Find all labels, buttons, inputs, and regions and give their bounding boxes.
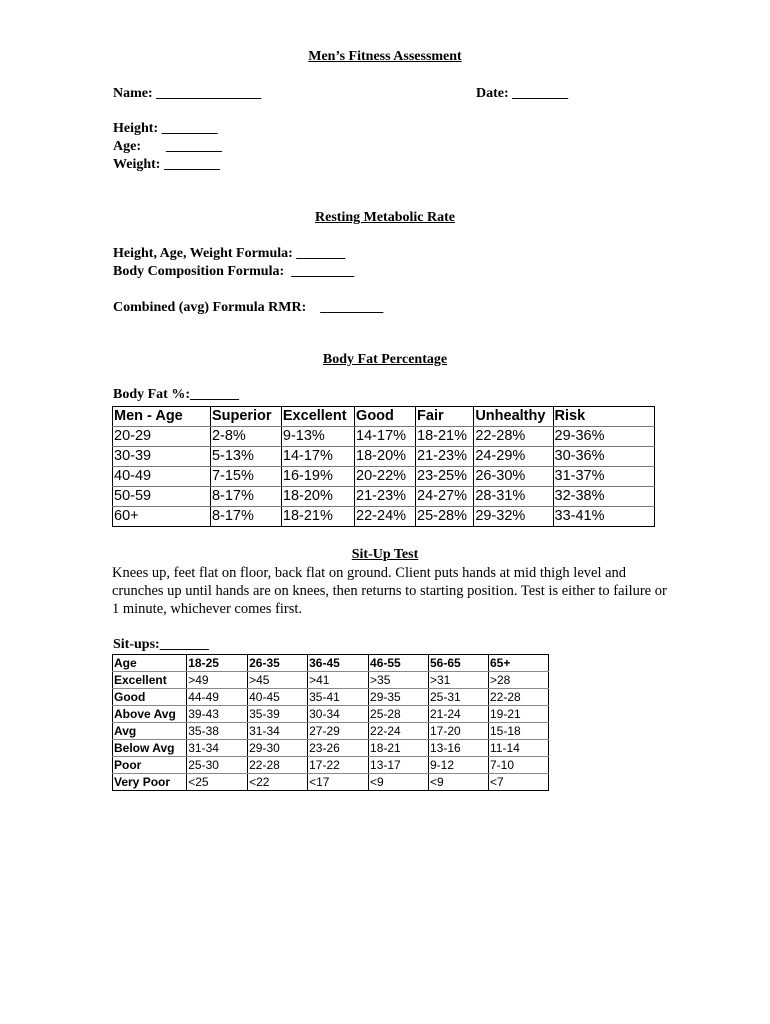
table-cell: 31-34 <box>248 723 308 740</box>
table-cell: 24-27% <box>416 487 474 507</box>
table-cell: Good <box>113 689 187 706</box>
table-cell: 19-21 <box>488 706 548 723</box>
table-cell: Poor <box>113 757 187 774</box>
table-cell: 30-36% <box>553 447 655 467</box>
date-field[interactable]: Date: ________ <box>476 86 569 101</box>
table-cell: 30-39 <box>113 447 211 467</box>
table-row <box>113 507 655 527</box>
table-header-row <box>113 655 549 672</box>
table-cell: 25-30 <box>187 757 248 774</box>
table-cell: 9-13% <box>281 427 354 447</box>
body-fat-section-title: Body Fat Percentage <box>322 352 448 367</box>
table-cell: 18-21% <box>281 507 354 527</box>
table-cell: 25-31 <box>429 689 489 706</box>
situp-table <box>112 654 549 791</box>
table-cell: 29-36% <box>553 427 655 447</box>
table-cell: 35-38 <box>187 723 248 740</box>
page-title: Men’s Fitness Assessment <box>308 49 462 64</box>
table-cell: 21-24 <box>429 706 489 723</box>
table-header-cell: Good <box>355 407 416 427</box>
age-label: Age: <box>113 139 141 154</box>
table-cell: 15-18 <box>488 723 548 740</box>
table-cell: <9 <box>429 774 489 791</box>
table-cell: 39-43 <box>187 706 248 723</box>
table-header-cell: Excellent <box>281 407 354 427</box>
table-cell: 18-20% <box>355 447 416 467</box>
table-cell: 30-34 <box>308 706 369 723</box>
table-cell: 40-45 <box>248 689 308 706</box>
table-cell: 25-28% <box>416 507 474 527</box>
name-field[interactable]: Name: _______________ <box>113 86 262 101</box>
table-cell: 33-41% <box>553 507 655 527</box>
table-cell: 29-32% <box>474 507 553 527</box>
table-row <box>113 487 655 507</box>
rmr-section-title: Resting Metabolic Rate <box>315 210 455 225</box>
situp-section-title: Sit-Up Test <box>351 547 419 562</box>
table-row <box>113 740 549 757</box>
table-cell: 18-21 <box>369 740 429 757</box>
table-cell: <7 <box>488 774 548 791</box>
table-header-cell: Unhealthy <box>474 407 553 427</box>
table-row <box>113 427 655 447</box>
table-header-cell: 46-55 <box>369 655 429 672</box>
table-header-cell: Men - Age <box>113 407 211 427</box>
combined-rmr-field[interactable]: Combined (avg) Formula RMR: _________ <box>113 300 384 315</box>
table-cell: 40-49 <box>113 467 211 487</box>
table-cell: Avg <box>113 723 187 740</box>
table-cell: 27-29 <box>308 723 369 740</box>
haw-formula-field[interactable]: Height, Age, Weight Formula: _______ <box>113 246 346 261</box>
table-cell: 22-28 <box>248 757 308 774</box>
table-cell: 35-39 <box>248 706 308 723</box>
table-header-cell: Risk <box>553 407 655 427</box>
body-fat-field[interactable] <box>113 386 239 404</box>
table-cell: 22-24 <box>369 723 429 740</box>
table-cell: 9-12 <box>429 757 489 774</box>
table-cell: 8-17% <box>210 487 281 507</box>
table-cell: 32-38% <box>553 487 655 507</box>
table-cell: 60+ <box>113 507 211 527</box>
table-header-row <box>113 407 655 427</box>
table-header-cell: 65+ <box>488 655 548 672</box>
table-cell: >41 <box>308 672 369 689</box>
table-cell: Below Avg <box>113 740 187 757</box>
table-cell: 18-21% <box>416 427 474 447</box>
table-cell: 5-13% <box>210 447 281 467</box>
table-header-cell: 56-65 <box>429 655 489 672</box>
table-cell: >45 <box>248 672 308 689</box>
table-cell: 7-10 <box>488 757 548 774</box>
table-cell: <17 <box>308 774 369 791</box>
table-cell: Excellent <box>113 672 187 689</box>
table-cell: 16-19% <box>281 467 354 487</box>
table-cell: 31-37% <box>553 467 655 487</box>
table-cell: Above Avg <box>113 706 187 723</box>
table-cell: 31-34 <box>187 740 248 757</box>
body-comp-formula-field[interactable]: Body Composition Formula: _________ <box>113 264 355 279</box>
table-cell: 25-28 <box>369 706 429 723</box>
table-cell: 24-29% <box>474 447 553 467</box>
table-cell: 29-35 <box>369 689 429 706</box>
table-cell: 20-22% <box>355 467 416 487</box>
table-cell: 11-14 <box>488 740 548 757</box>
table-cell: 17-20 <box>429 723 489 740</box>
table-cell: 14-17% <box>355 427 416 447</box>
table-cell: 18-20% <box>281 487 354 507</box>
table-cell: 13-17 <box>369 757 429 774</box>
table-header-cell: Age <box>113 655 187 672</box>
table-row <box>113 447 655 467</box>
table-header-cell: 36-45 <box>308 655 369 672</box>
height-field[interactable]: Height: ________ <box>113 121 218 136</box>
table-row <box>113 689 549 706</box>
table-row <box>113 467 655 487</box>
situps-label: Sit-ups: <box>113 637 160 652</box>
table-cell: 35-41 <box>308 689 369 706</box>
table-cell: 14-17% <box>281 447 354 467</box>
table-cell: 7-15% <box>210 467 281 487</box>
table-cell: 23-26 <box>308 740 369 757</box>
table-cell: <9 <box>369 774 429 791</box>
table-header-cell: Superior <box>210 407 281 427</box>
table-cell: <22 <box>248 774 308 791</box>
table-cell: 44-49 <box>187 689 248 706</box>
table-row <box>113 672 549 689</box>
table-cell: 21-23% <box>416 447 474 467</box>
table-cell: 28-31% <box>474 487 553 507</box>
table-cell: Very Poor <box>113 774 187 791</box>
situps-blank[interactable]: _______ <box>159 637 209 652</box>
table-cell: >35 <box>369 672 429 689</box>
body-fat-blank[interactable]: _______ <box>190 387 239 402</box>
table-cell: >31 <box>429 672 489 689</box>
table-cell: 20-29 <box>113 427 211 447</box>
table-cell: >28 <box>488 672 548 689</box>
body-fat-table <box>112 406 655 527</box>
table-row <box>113 706 549 723</box>
table-header-cell: 26-35 <box>248 655 308 672</box>
table-cell: 2-8% <box>210 427 281 447</box>
age-field[interactable]: ________ <box>166 139 222 154</box>
situp-description: Knees up, feet flat on floor, back flat on ground. Client puts hands at mid thigh level and crunches up until hands are on knees, then returns to starting position. Test is either to failure or 1 minute, whichever comes first. <box>112 565 667 617</box>
table-header-cell: Fair <box>416 407 474 427</box>
table-header-cell: 18-25 <box>187 655 248 672</box>
table-cell: 22-24% <box>355 507 416 527</box>
table-cell: 26-30% <box>474 467 553 487</box>
weight-field[interactable]: Weight: ________ <box>113 157 220 172</box>
table-cell: 8-17% <box>210 507 281 527</box>
table-row <box>113 757 549 774</box>
table-cell: 29-30 <box>248 740 308 757</box>
body-fat-label: Body Fat %: <box>113 387 190 402</box>
table-cell: >49 <box>187 672 248 689</box>
table-cell: 22-28% <box>474 427 553 447</box>
table-cell: 23-25% <box>416 467 474 487</box>
table-cell: <25 <box>187 774 248 791</box>
table-cell: 21-23% <box>355 487 416 507</box>
table-row <box>113 723 549 740</box>
table-cell: 17-22 <box>308 757 369 774</box>
table-cell: 50-59 <box>113 487 211 507</box>
table-row <box>113 774 549 791</box>
table-cell: 13-16 <box>429 740 489 757</box>
table-cell: 22-28 <box>488 689 548 706</box>
situps-field[interactable] <box>113 636 209 654</box>
